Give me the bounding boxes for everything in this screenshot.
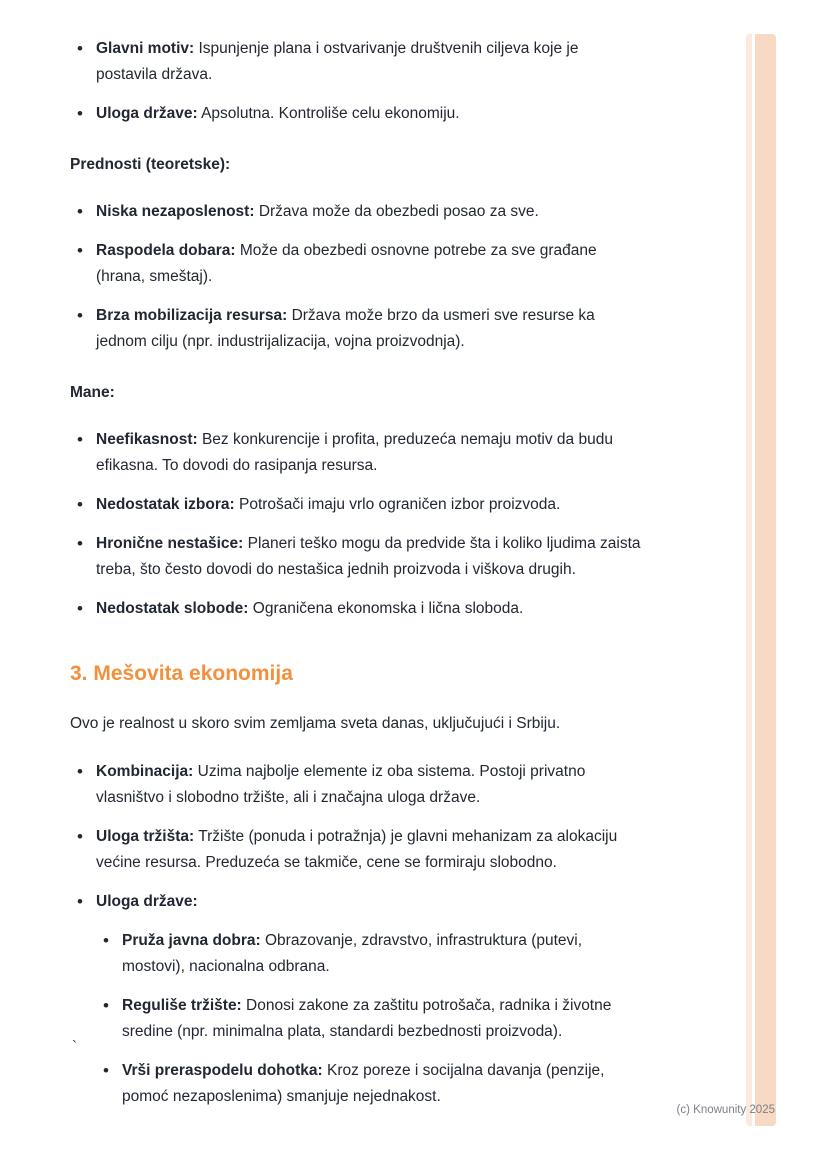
item-lead: Nedostatak izbora: bbox=[96, 496, 235, 514]
footer-credit: (c) Knowunity 2025 bbox=[676, 1104, 775, 1116]
item-lead: Glavni motiv: bbox=[96, 40, 195, 57]
item-lead: Raspodela dobara: bbox=[96, 242, 236, 260]
list-item bbox=[96, 928, 643, 980]
item-lead: Uloga države: bbox=[96, 892, 198, 910]
stray-character: ` bbox=[72, 1038, 77, 1055]
item-text: Potrošači imaju vrlo ograničen izbor proizvoda. bbox=[238, 496, 561, 514]
item-text: Tržište (ponuda i potražnja) je glavni mehanizam za alokaciju većine resursa. Preduzeća se takmiče, cene se formiraju slobodno. bbox=[96, 827, 618, 871]
item-lead: Niska nezaposlenost: bbox=[96, 203, 255, 221]
bullet-list-mane bbox=[70, 427, 643, 622]
list-item bbox=[70, 531, 643, 583]
list-item bbox=[70, 199, 643, 225]
item-text: Obrazovanje, zdravstvo, infrastruktura (putevi, mostovi), nacionalna odbrana. bbox=[122, 931, 583, 975]
item-text: Ispunjenje plana i ostvarivanje društvenih ciljeva koje je postavila država. bbox=[96, 40, 579, 84]
item-text: Bez konkurencije i profita, preduzeća nemaju motiv da budu efikasna. To dovodi do rasipanja resursa. bbox=[96, 431, 613, 475]
list-item bbox=[70, 759, 643, 811]
list-item bbox=[70, 889, 643, 1110]
item-text: Kroz poreze i socijalna davanja (penzije, pomoć nezaposlenima) smanjuje nejednakost. bbox=[122, 1062, 605, 1106]
list-item bbox=[70, 303, 643, 355]
item-lead: Uloga tržišta: bbox=[96, 827, 195, 845]
item-lead: Brza mobilizacija resursa: bbox=[96, 307, 288, 325]
item-text: Država može brzo da usmeri sve resurse ka jednom cilju (npr. industrijalizacija, vojna proizvodnja). bbox=[96, 307, 595, 351]
list-item bbox=[70, 824, 643, 876]
list-item bbox=[96, 993, 643, 1045]
bullet-sublist-uloga-drzave bbox=[96, 928, 643, 1110]
list-item bbox=[96, 1058, 643, 1110]
item-text: Država može da obezbedi posao za sve. bbox=[258, 203, 539, 221]
section-heading-mesovita-ekonomija: 3. Mešovita ekonomija bbox=[70, 661, 293, 685]
item-lead: Hronične nestašice: bbox=[96, 535, 244, 553]
item-lead: Vrši preraspodelu dohotka: bbox=[122, 1062, 323, 1080]
item-lead: Pruža javna dobra: bbox=[122, 931, 261, 949]
subsection-heading-prednosti: Prednosti (teoretske): bbox=[70, 156, 231, 174]
list-item bbox=[70, 492, 643, 518]
bullet-list-prednosti bbox=[70, 199, 643, 355]
subsection-heading-mane: Mane: bbox=[70, 384, 115, 402]
item-text: Ograničena ekonomska i lična sloboda. bbox=[252, 600, 524, 618]
bullet-list-planned-economy bbox=[70, 36, 643, 127]
list-item bbox=[70, 596, 643, 622]
item-lead: Reguliše tržište: bbox=[122, 997, 242, 1015]
item-lead: Neefikasnost: bbox=[96, 431, 198, 449]
item-text: Može da obezbedi osnovne potrebe za sve građane (hrana, smeštaj). bbox=[96, 242, 597, 286]
intro-paragraph: Ovo je realnost u skoro svim zemljama sveta danas, uključujući i Srbiju. bbox=[70, 714, 561, 732]
list-item bbox=[70, 101, 643, 127]
item-text: Uzima najbolje elemente iz oba sistema. Postoji privatno vlasništvo i slobodno tržište, ali i značajna uloga države. bbox=[96, 762, 586, 806]
item-lead: Kombinacija: bbox=[96, 762, 194, 780]
item-lead: Uloga države: bbox=[96, 105, 198, 123]
list-item bbox=[70, 36, 643, 88]
bullet-list-mixed-economy bbox=[70, 759, 643, 1110]
list-item bbox=[70, 427, 643, 479]
item-lead: Nedostatak slobode: bbox=[96, 600, 249, 618]
item-text: Planeri teško mogu da predvide šta i koliko ljudima zaista treba, što često dovodi do nestašica jednih proizvoda i viškova drugih. bbox=[96, 535, 641, 579]
item-text: Donosi zakone za zaštitu potrošača, radnika i životne sredine (npr. minimalna plata, standardi bezbednosti proizvoda). bbox=[122, 997, 612, 1041]
item-text: Apsolutna. Kontroliše celu ekonomiju. bbox=[201, 105, 460, 123]
list-item bbox=[70, 238, 643, 290]
